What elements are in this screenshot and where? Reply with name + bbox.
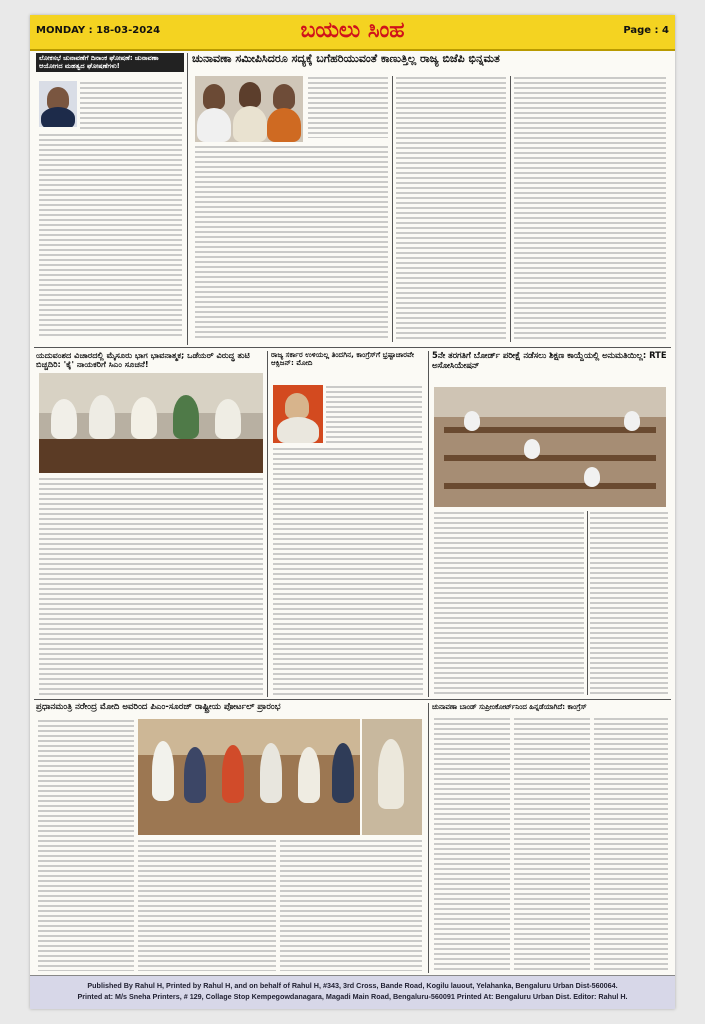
imprint-line-printer: Printed at: M/s Sneha Printers, # 129, Collage Stop Kempegowdanagara, Magadi Main Road, Bengaluru-560091 Printed At: Bengaluru Urban Dist. Editor: Rahul H. — [77, 992, 628, 1001]
article-body-block — [594, 717, 668, 971]
portal-launch-photo — [138, 719, 360, 835]
official-photo — [39, 81, 77, 127]
article-body-block — [514, 717, 590, 971]
article-election-dates — [36, 53, 184, 343]
article-body-block — [514, 76, 666, 342]
article-body-block — [273, 447, 423, 695]
article-body-block — [39, 133, 182, 339]
article-bjp-dissent — [192, 53, 670, 345]
article-headline: ರಾಜ್ಯ ಸರ್ಕಾರ ಉಳಿಯಲ್ಲ ತಿಂದಗಿನ, ಕಾಂಗ್ರೆಸ್‌ಗೆ ಭ್ರಷ್ಟಾಚಾರವೇ ಆಕ್ಸಿಜನ್: ಮೋದಿ — [271, 351, 415, 368]
article-body-block — [590, 511, 668, 695]
article-body-block — [39, 477, 263, 695]
article-modi-kalaburagi — [271, 351, 425, 697]
modi-photo — [273, 385, 323, 443]
imprint-footer — [30, 975, 675, 1009]
imprint-line-publisher: Published By Rahul H, Printed by Rahul H, and on behalf of Rahul H, #343, 3rd Cross, Bande Road, Kogilu lauout, Yelahanka, Bengaluru Urban Dist-560064. — [87, 981, 618, 990]
article-body-block — [308, 76, 388, 138]
article-headline: ಲೋಕಸಭೆ ಚುನಾವಣೆಗೆ ದಿನಾಂಕ ಘೋಷಣೆ: ಚುನಾವಣಾ ಆಯೋಗದ ಮಹತ್ವದ ಘೋಷಣೆಗಳು! — [36, 53, 184, 72]
article-pm-suraj — [36, 703, 424, 973]
article-body-block — [80, 81, 182, 129]
newspaper-page — [30, 15, 675, 1009]
lead-headline: ಚುನಾವಣಾ ಸಮೀಪಿಸಿದರೂ ಸದ್ಯಕ್ಕೆ ಬಗೆಹರಿಯುವಂತೆ ಕಾಣುತ್ತಿಲ್ಲ ರಾಜ್ಯ ಬಿಜೆಪಿ ಭಿನ್ನಮತ — [192, 53, 500, 65]
article-headline: ಪ್ರಧಾನಮಂತ್ರಿ ನರೇಂದ್ರ ಮೋದಿ ಅವರಿಂದ ಪಿಎಂ-ಸೂರಜ್ ರಾಷ್ಟ್ರೀಯ ಪೋರ್ಟಲ್ ಪ್ರಾರಂಭ — [36, 703, 281, 712]
exam-hall-photo — [434, 387, 666, 507]
article-rte-exam — [432, 351, 670, 697]
page-number: Page : 4 — [623, 25, 669, 36]
article-body-block — [434, 511, 584, 695]
issue-date: MONDAY : 18-03-2024 — [36, 25, 161, 36]
article-body-block — [195, 145, 388, 341]
newspaper-title: ಬಯಲು ಸಿಂಹ — [300, 18, 405, 43]
meeting-photo — [39, 373, 263, 473]
article-body-block — [280, 839, 422, 971]
article-electoral-bond — [432, 703, 670, 973]
leader-photo-collage — [195, 76, 303, 142]
portal-launch-photo-side — [362, 719, 422, 835]
article-headline: ಚುನಾವಣಾ ಬಾಂಡ್‌ ಸುಪ್ರೀಂಕೋರ್ಟ್‌ನಿಂದ ಹಿನ್ನಡೆಯಾಗಿದೆ: ಕಾಂಗ್ರೆಸ್ — [432, 703, 587, 711]
masthead — [30, 15, 675, 51]
article-body-block — [396, 76, 506, 342]
article-headline: ಯದುವಂಶದ ವಿಚಾರದಲ್ಲಿ ಮೈಸೂರು ಭಾಗ ಭಾವನಾತ್ಮಕ; ಒಡೆಯರ್ ವಿರುದ್ಧ ತುಟಿ ಬಿಚ್ಚದಿರಿ: 'ಕೈ' ನಾಯಕರಿಗೆ ಸಿಎಂ ಸೂಚನೆ! — [36, 351, 250, 370]
article-body-block — [434, 717, 510, 971]
article-body-block — [326, 385, 422, 443]
article-body-block — [38, 719, 134, 971]
article-headline: 5ನೇ ತರಗತಿಗೆ ಬೋರ್ಡ್ ಪರೀಕ್ಷೆ ನಡೆಸಲು ಶಿಕ್ಷಣ ಕಾಯ್ದೆಯಲ್ಲಿ ಅನುಮತಿಯಿಲ್ಲ: RTE ಅಸೋಸಿಯೇಷನ್ — [432, 351, 667, 370]
article-body-block — [138, 839, 276, 971]
article-yaduvamsha — [36, 351, 264, 697]
